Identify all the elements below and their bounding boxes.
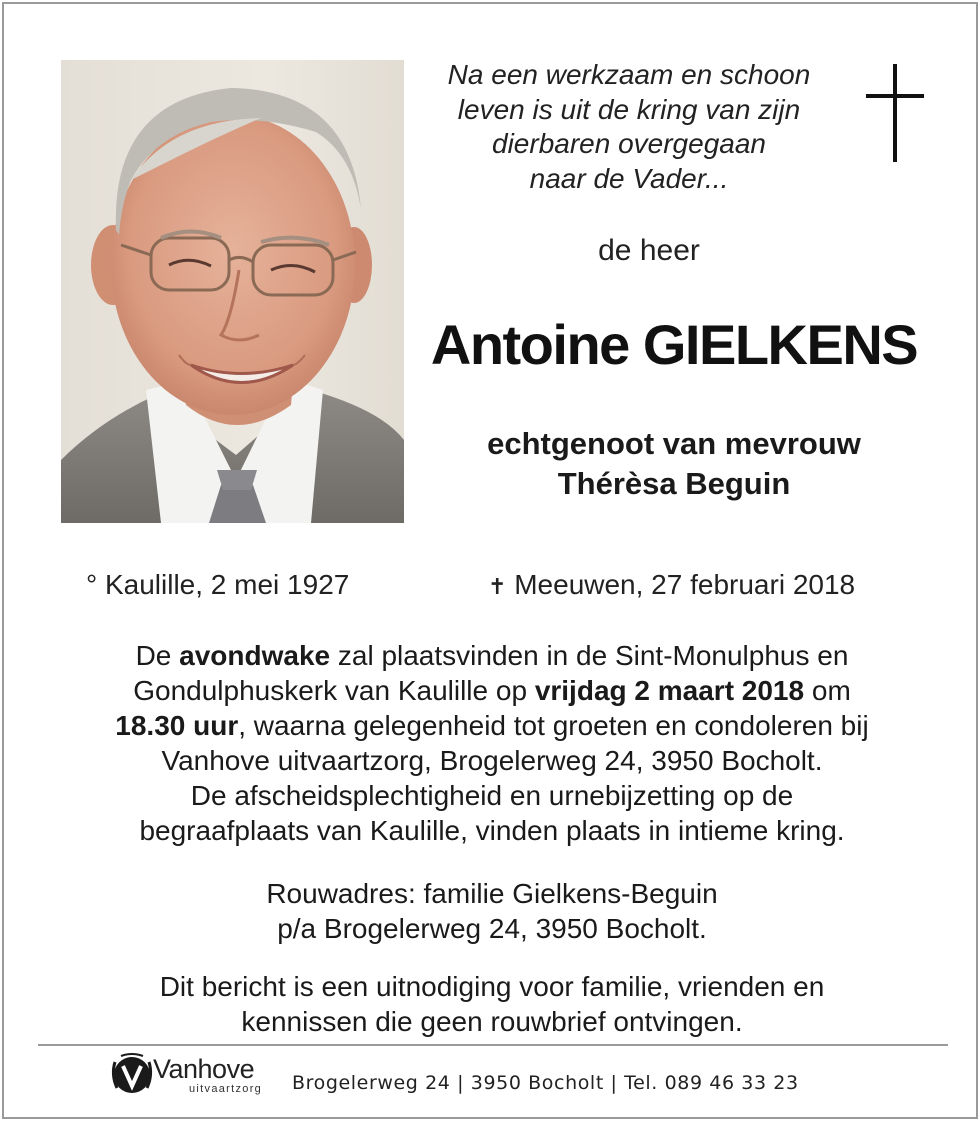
ceremony-line: 18.30 uur, waarna gelegenheid tot groeten en condoleren bij bbox=[115, 710, 869, 741]
deceased-name: Antoine GIELKENS bbox=[430, 313, 918, 376]
mourning-address bbox=[24, 876, 960, 946]
obituary-card bbox=[2, 2, 978, 1119]
death-text: Meeuwen, 27 februari 2018 bbox=[514, 569, 856, 600]
logo-subtitle: uitvaartzorg bbox=[189, 1083, 263, 1095]
quote-text bbox=[409, 58, 849, 196]
portrait-photo bbox=[61, 60, 404, 523]
ceremony-line: begraafplaats van Kaulille, vinden plaats in intieme kring. bbox=[139, 815, 845, 846]
quote-line: leven is uit de kring van zijn bbox=[457, 93, 801, 125]
address-line: Rouwadres: familie Gielkens-Beguin bbox=[266, 878, 718, 909]
emphasis-text: avondwake bbox=[179, 640, 331, 671]
quote-line: naar de Vader... bbox=[529, 162, 729, 194]
invitation-line: kennissen die geen rouwbrief ontvingen. bbox=[241, 1006, 743, 1037]
cross-icon bbox=[866, 64, 924, 162]
invitation-line: Dit bericht is een uitnodiging voor familie, vrienden en bbox=[159, 971, 825, 1002]
footer-contact: Brogelerweg 24 | 3950 Bocholt | Tel. 089 46 33 23 bbox=[292, 1072, 799, 1094]
ceremony-line: Vanhove uitvaartzorg, Brogelerweg 24, 3950 Bocholt. bbox=[161, 745, 823, 776]
emphasis-text: vrijdag 2 maart 2018 bbox=[534, 675, 805, 706]
ceremony-line: De afscheidsplechtigheid en urnebijzetting op de bbox=[190, 780, 794, 811]
vanhove-logo-icon bbox=[109, 1052, 155, 1098]
spouse-block bbox=[424, 424, 924, 504]
ceremony-line: De avondwake zal plaatsvinden in de Sint-Monulphus en bbox=[135, 640, 849, 671]
address-line: p/a Brogelerweg 24, 3950 Bocholt. bbox=[277, 913, 707, 944]
death-cross-icon: ✝ bbox=[488, 574, 507, 599]
quote-line: dierbaren overgegaan bbox=[492, 128, 766, 159]
spouse-relation: echtgenoot van mevrouw bbox=[487, 426, 861, 461]
logo-name: Vanhove bbox=[153, 1054, 255, 1084]
quote-line: Na een werkzaam en schoon bbox=[447, 59, 811, 90]
spouse-name: Thérèsa Beguin bbox=[557, 466, 791, 501]
death-info bbox=[488, 569, 855, 601]
ceremony-paragraph bbox=[24, 638, 960, 848]
vanhove-logo bbox=[109, 1052, 284, 1102]
emphasis-text: 18.30 uur bbox=[115, 710, 239, 741]
invitation-note bbox=[24, 969, 960, 1039]
honorific-title: de heer bbox=[598, 234, 700, 267]
birth-info: ° Kaulille, 2 mei 1927 bbox=[86, 569, 350, 600]
ceremony-line: Gondulphuskerk van Kaulille op vrijdag 2 maart 2018 om bbox=[133, 675, 851, 706]
footer-divider bbox=[38, 1044, 948, 1046]
